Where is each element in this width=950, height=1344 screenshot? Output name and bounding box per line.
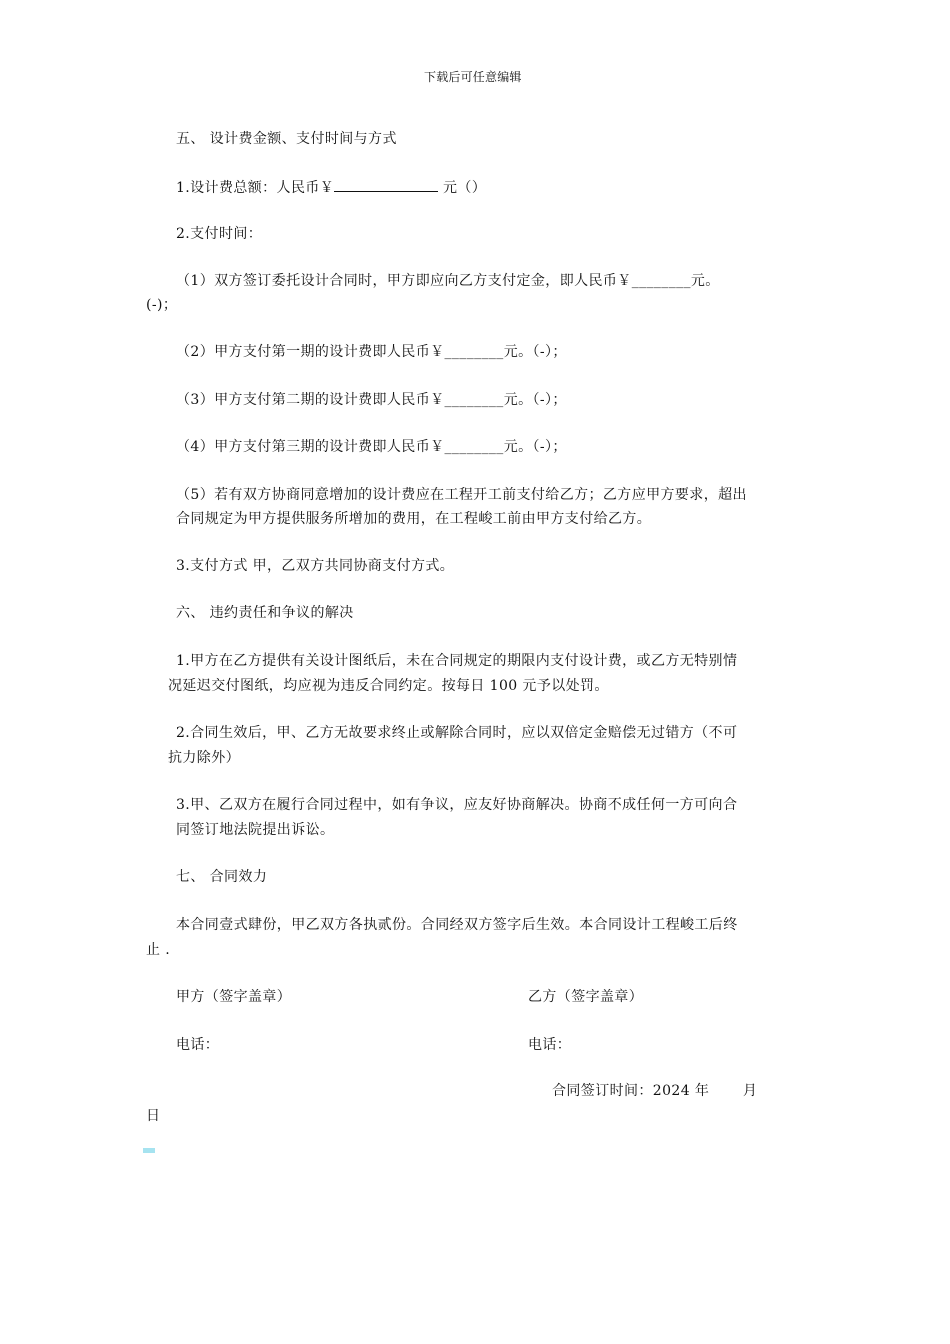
highlight-mark [143, 1148, 155, 1153]
section-6-item-3-line-2: 同签订地法院提出诉讼。 [176, 822, 335, 838]
section-6-title: 六、 违约责任和争议的解决 [176, 605, 354, 621]
section-5-item-3: 3.支付方式 甲，乙双方共同协商支付方式。 [176, 558, 455, 574]
section-7-body-line-2: 止 . [146, 942, 171, 958]
party-a-phone: 电话： [176, 1037, 220, 1053]
party-b-signature: 乙方（签字盖章） [528, 989, 644, 1005]
party-b-phone: 电话： [528, 1037, 572, 1053]
total-fee-blank [334, 177, 438, 192]
section-6-item-2-line-1: 2.合同生效后，甲、乙方无故要求终止或解除合同时，应以双倍定金赔偿无过错方（不可 [176, 725, 738, 741]
payment-4: （4）甲方支付第三期的设计费即人民币￥________元。（-）； [176, 439, 567, 455]
total-fee-unit: 元（） [438, 180, 487, 196]
signing-day: 日 [146, 1108, 161, 1124]
party-a-signature: 甲方（签字盖章） [176, 989, 292, 1005]
section-6-item-3-line-1: 3.甲、乙双方在履行合同过程中，如有争议，应友好协商解决。协商不成任何一方可向合 [176, 797, 738, 813]
payment-1-line-1: （1）双方签订委托设计合同时，甲方即应向乙方支付定金，即人民币￥________元。 [176, 273, 720, 289]
signing-date: 合同签订时间：2024 年 月 [552, 1083, 758, 1099]
section-6-item-1-line-2: 况延迟交付图纸，均应视为违反合同约定。按每日 100 元予以处罚。 [168, 678, 609, 694]
section-6-item-2-line-2: 抗力除外） [168, 750, 240, 766]
payment-2: （2）甲方支付第一期的设计费即人民币￥________元。（-）； [176, 344, 567, 360]
payment-1-line-2: (-)； [146, 297, 178, 313]
section-5-item-2: 2.支付时间： [176, 226, 263, 242]
section-6-item-1-line-1: 1.甲方在乙方提供有关设计图纸后，未在合同规定的期限内支付设计费，或乙方无特别情 [176, 653, 738, 669]
section-5-title: 五、 设计费金额、支付时间与方式 [176, 131, 397, 147]
payment-5-line-1: （5）若有双方协商同意增加的设计费应在工程开工前支付给乙方；乙方应甲方要求，超出 [176, 487, 747, 503]
payment-3: （3）甲方支付第二期的设计费即人民币￥________元。（-）； [176, 392, 567, 408]
total-fee-label: 1.设计费总额：人民币￥ [176, 180, 335, 196]
section-7-title: 七、 合同效力 [176, 869, 268, 885]
payment-5-line-2: 合同规定为甲方提供服务所增加的费用，在工程峻工前由甲方支付给乙方。 [176, 511, 652, 527]
section-5-item-1 [176, 177, 486, 197]
header-note: 下载后可任意编辑 [424, 70, 522, 84]
section-7-body-line-1: 本合同壹式肆份，甲乙双方各执贰份。合同经双方签字后生效。本合同设计工程峻工后终 [176, 917, 738, 933]
